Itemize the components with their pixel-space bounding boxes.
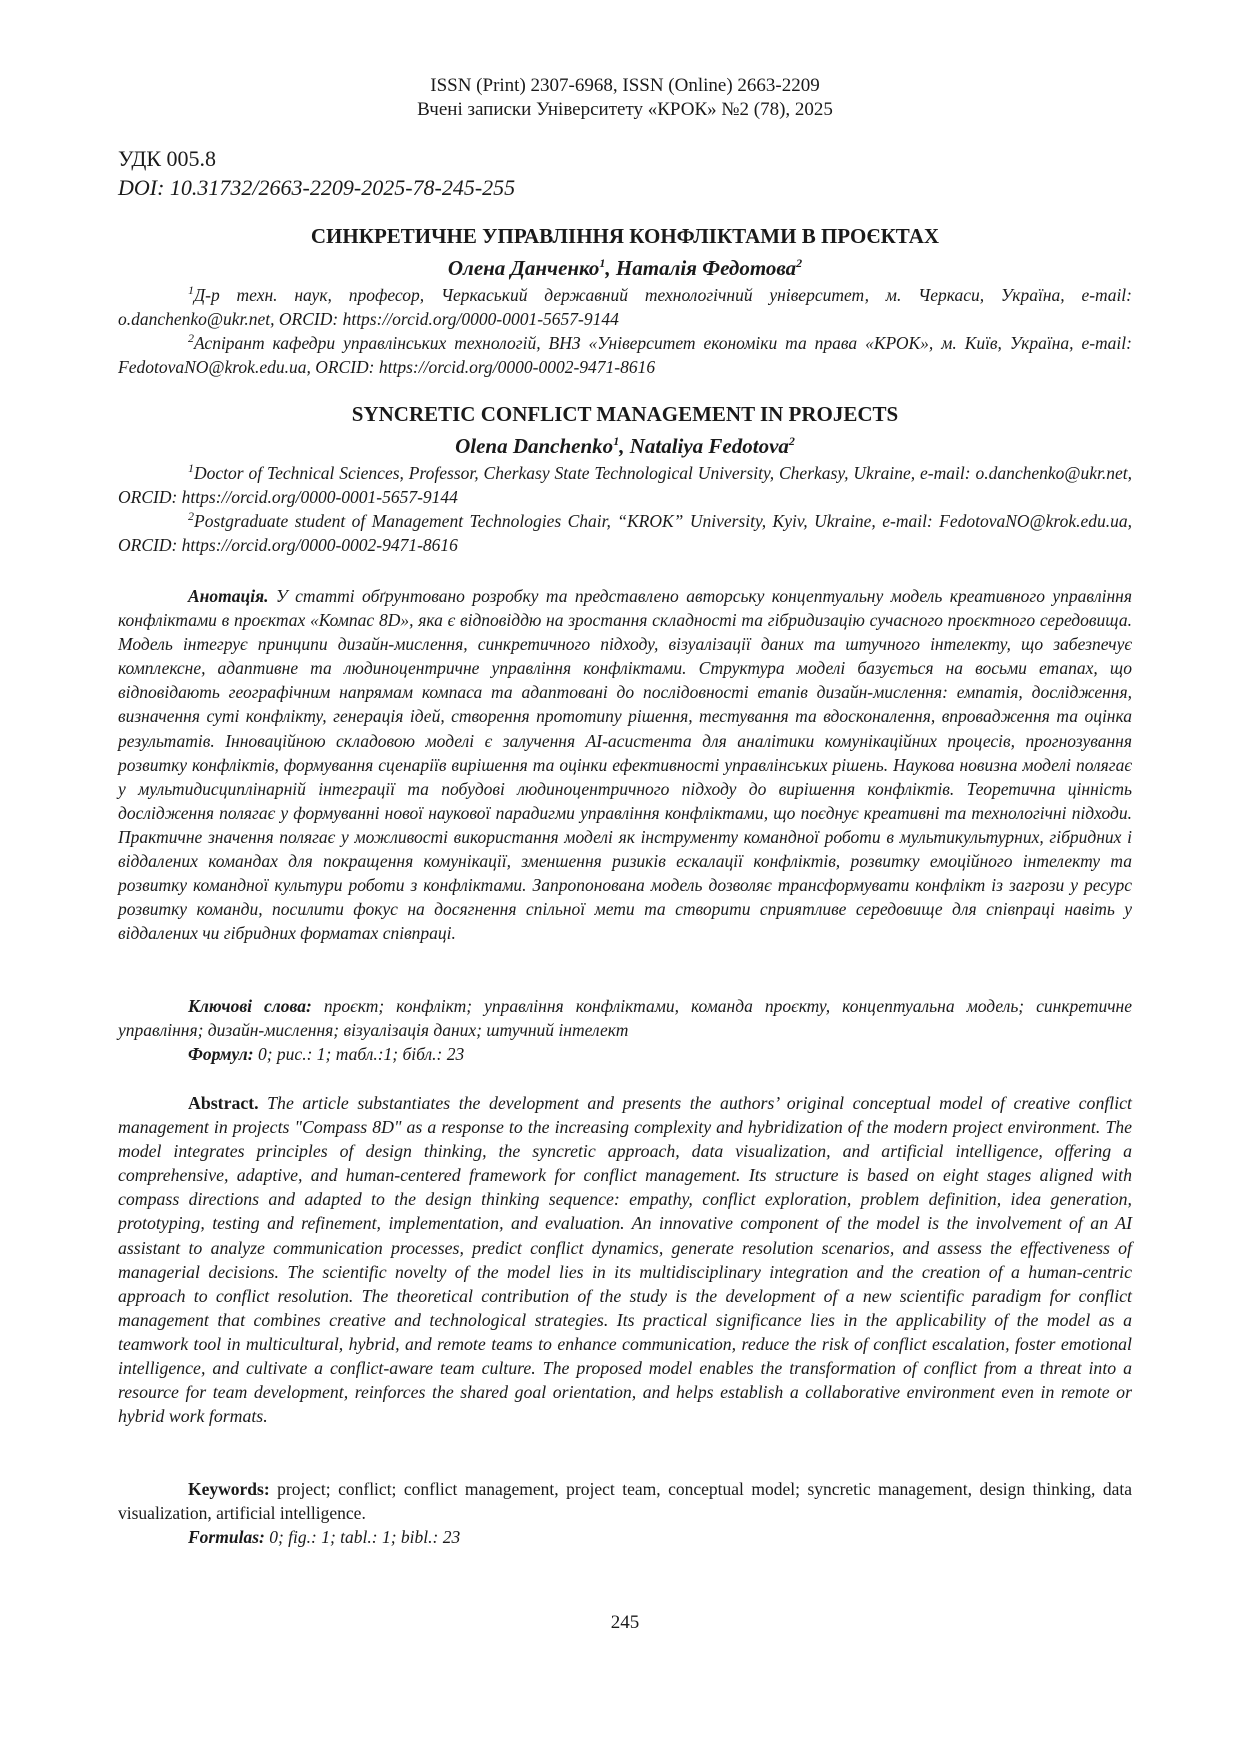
affil-en-1-text: Doctor of Technical Sciences, Professor, Cherkasy State Technological University, Cherkasy, Ukraine, e-mail: o.danchenko@ukr.net, ORCID: https://orcid.org/0000-0001-5657-9144 — [118, 462, 1132, 507]
author-ua-2: Наталія Федотова — [615, 256, 797, 280]
keywords-ua — [118, 994, 1132, 1042]
authors-en — [118, 428, 1132, 459]
abstract-label: Abstract. — [188, 1093, 259, 1113]
annotation-label: Анотація. — [188, 586, 269, 606]
affiliation-ua-2 — [118, 326, 1132, 379]
title-en: SYNCRETIC CONFLICT MANAGEMENT IN PROJECTS — [351, 402, 899, 426]
affil-en-2-text: Postgraduate student of Management Technologies Chair, “KROK” University, Kyiv, Ukraine, e-mail: FedotovaNO@krok.edu.ua, ORCID: https://orcid.org/0000-0002-9471-8616 — [118, 510, 1132, 555]
affiliation-ua-1 — [118, 278, 1132, 331]
keywords-en-text: project; conflict; conflict management, project team, conceptual model; syncretic management, design thinking, data visualization, artificial intelligence. — [118, 1479, 1132, 1523]
author-ua-1-sup: 1 — [599, 256, 606, 270]
journal-issn: ISSN (Print) 2307-6968, ISSN (Online) 2663-2209 — [430, 75, 820, 96]
abstract-en — [118, 1091, 1132, 1428]
keywords-ua-label: Ключові слова: — [188, 996, 312, 1016]
formulas-ua-text: 0; рис.: 1; табл.:1; бібл.: 23 — [253, 1044, 465, 1064]
author-en-2-sup: 2 — [788, 434, 795, 448]
keywords-en — [118, 1477, 1132, 1525]
author-en-1-sup: 1 — [613, 434, 620, 448]
affil-en-1-sup: 1 — [188, 461, 194, 475]
affil-ua-1-sup: 1 — [188, 283, 194, 297]
formulas-en-label: Formulas: — [188, 1527, 265, 1547]
affiliation-en-2 — [118, 504, 1132, 557]
annotation-ua — [118, 584, 1132, 945]
journal-title: Вчені записки Університету «КРОК» №2 (78), 2025 — [417, 99, 833, 120]
keywords-en-label: Keywords: — [188, 1479, 270, 1499]
page-number: 245 — [610, 1612, 640, 1633]
keywords-ua-text: проєкт; конфлікт; управління конфліктами, команда проєкту, концептуальна модель; синкретичне управління; дизайн-мислення; візуалізація даних; штучний інтелект — [118, 996, 1133, 1040]
title-ua: СИНКРЕТИЧНЕ УПРАВЛІННЯ КОНФЛІКТАМИ В ПРОЄКТАХ — [310, 224, 940, 248]
author-en-2: Nataliya Fedotova — [629, 434, 789, 458]
affil-ua-1-text: Д-р техн. наук, професор, Черкаський державний технологічний університет, м. Черкаси, Україна, e-mail: o.danchenko@ukr.net, ORCID: https://orcid.org/0000-0001-5657-9144 — [118, 284, 1132, 329]
formulas-en-text: 0; fig.: 1; tabl.: 1; bibl.: 23 — [264, 1527, 461, 1547]
formulas-ua — [118, 1042, 1132, 1066]
doi: DOI: 10.31732/2663-2209-2025-78-245-255 — [118, 175, 516, 200]
abstract-text: The article substantiates the development and presents the authors’ original conceptual model of creative conflict management in projects "Compass 8D" as a response to the increasing complexity and hybridization of the modern project environment. The model integrates principles of design thinking, the syncretic approach, data visualization, and artificial intelligence, offering a comprehensive, adaptive, and human-centered framework for conflict management. Its structure is based on eight stages aligned with compass directions and adapted to the design thinking sequence: empathy, conflict exploration, problem definition, idea generation, prototyping, testing and refinement, implementation, and evaluation. An innovative component of the model is the involvement of an AI assistant to analyze communication processes, predict conflict dynamics, generate resolution scenarios, and assess the effectiveness of managerial decisions. The scientific novelty of the model lies in its multidisciplinary integration and the creation of a human-centric approach to conflict resolution. The theoretical contribution of the study is the development of a new scientific paradigm for conflict management that combines creative and technological strategies. Its practical significance lies in the applicability of the model as a teamwork tool in multicultural, hybrid, and remote teams to enhance communication, reduce the risk of conflict escalation, foster emotional intelligence, and cultivate a conflict-aware team culture. The proposed model enables the transformation of conflict from a threat into a resource for team development, reinforces the shared goal orientation, and helps establish a collaborative environment even in remote or hybrid work formats. — [118, 1093, 1132, 1427]
author-en-1: Olena Danchenko — [455, 434, 614, 458]
affil-en-2-sup: 2 — [188, 509, 194, 523]
formulas-en — [118, 1525, 1132, 1549]
formulas-ua-label: Формул: — [188, 1044, 254, 1064]
author-sep-ua: , — [605, 256, 616, 280]
udk-code: УДК 005.8 — [118, 146, 217, 171]
author-ua-2-sup: 2 — [796, 256, 803, 270]
authors-ua — [118, 250, 1132, 281]
affiliation-en-1 — [118, 456, 1132, 509]
affil-ua-2-text: Аспірант кафедри управлінських технологій, ВНЗ «Університет економіки та права «КРОК», м. Київ, Україна, e-mail: FedotovaNO@krok.edu.ua, ORCID: https://orcid.org/0000-0002-9471-8616 — [118, 332, 1132, 377]
affil-ua-2-sup: 2 — [188, 331, 194, 345]
author-ua-1: Олена Данченко — [447, 256, 600, 280]
author-sep-en: , — [619, 434, 630, 458]
annotation-text: У статті обґрунтовано розробку та представлено авторську концептуальну модель креативного управління конфліктами в проєктах «Компас 8D», яка є відповіддю на зростання складності та гібридизацію сучасного проєктного середовища. Модель інтегрує принципи дизайн-мислення, синкретичного підходу, візуалізації даних та штучного інтелекту, що забезпечує комплексне, адаптивне та людиноцентричне управління конфліктами. Структура моделі базується на восьми етапах, що відповідають географічним напрямам компаса та адаптовані до послідовності етапів дизайн-мислення: емпатія, дослідження, визначення суті конфлікту, генерація ідей, створення прототипу рішення, тестування та вдосконалення, впровадження та оцінка результатів. Інноваційною складовою моделі є залучення AI-асистента для аналітики комунікаційних процесів, прогнозування розвитку конфліктів, формування сценаріїв вирішення та оцінки ефективності управлінських рішень. Наукова новизна моделі полягає у мультидисциплінарній інтеграції та побудові людиноцентричного підходу до вирішення конфліктів. Теоретична цінність дослідження полягає у формуванні нової наукової парадигми управління конфліктами, що поєднує креативні та технологічні підходи. Практичне значення полягає у можливості використання моделі як інструменту командної роботи в мультикультурних, гібридних і віддалених командах для покращення комунікації, зменшення ризиків ескалації конфліктів, розвитку емоційного інтелекту та розвитку командної культури роботи з конфліктами. Запропонована модель дозволяє трансформувати конфлікт із загрози у ресурс розвитку команди, посилити фокус на досягнення спільної мети та створити сприятливе середовище для співпраці навіть у віддалених чи гібридних форматах співпраці. — [118, 586, 1132, 944]
